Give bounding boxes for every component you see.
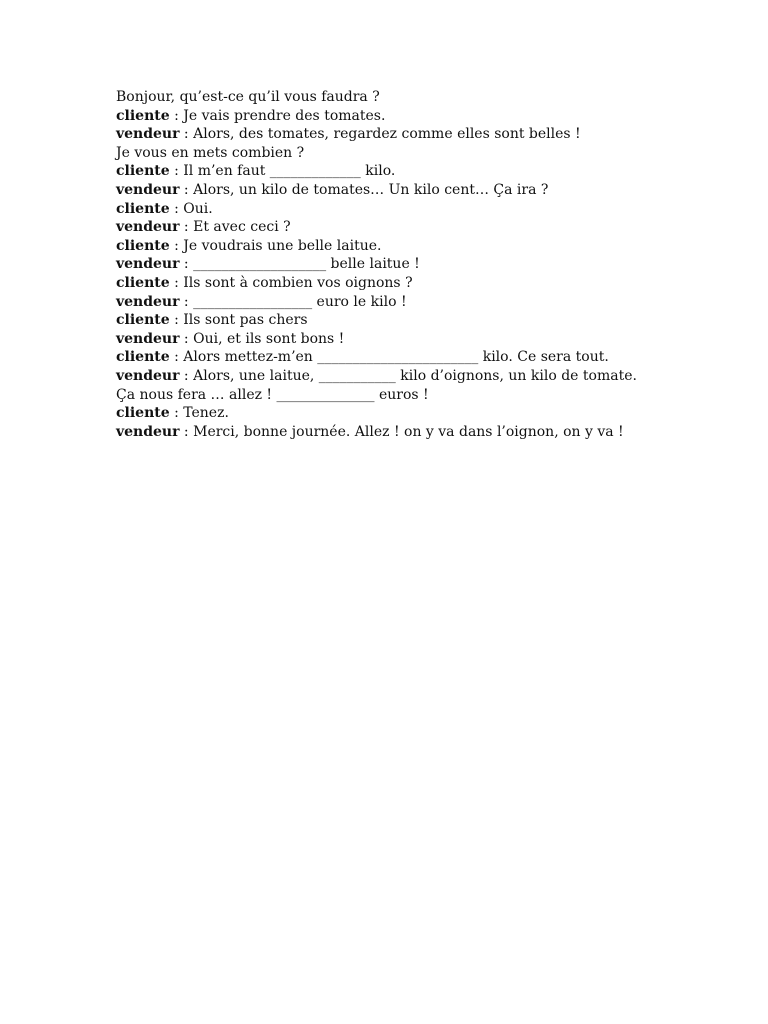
speaker-label: cliente xyxy=(116,405,170,422)
speaker-label: vendeur xyxy=(116,256,180,273)
separator: : xyxy=(179,423,194,440)
speaker-label: vendeur xyxy=(116,330,180,347)
separator: : xyxy=(169,107,184,124)
speaker-label: cliente xyxy=(116,107,170,124)
line-text: Alors mettez-m’en _______________________ kilo. Ce sera tout. xyxy=(183,349,609,366)
dialogue-text xyxy=(116,88,736,441)
speaker-label: vendeur xyxy=(116,367,180,384)
line-text: Bonjour, qu’est-ce qu’il vous faudra ? xyxy=(116,89,380,105)
speaker-label: cliente xyxy=(116,163,170,180)
line-text: Ils sont pas chers xyxy=(183,312,308,329)
line-text: Il m’en faut _____________ kilo. xyxy=(183,163,396,180)
line-text: ___________________ belle laitue ! xyxy=(193,256,420,273)
dialogue-line xyxy=(116,200,736,219)
speaker-label: cliente xyxy=(116,237,170,254)
dialogue-line xyxy=(116,181,736,200)
separator: : xyxy=(169,349,184,366)
speaker-label: vendeur xyxy=(116,181,180,198)
dialogue-line xyxy=(116,274,736,293)
separator: : xyxy=(169,237,184,254)
separator: : xyxy=(169,312,184,329)
line-text: Je vais prendre des tomates. xyxy=(183,107,386,124)
separator: : xyxy=(179,293,194,310)
line-text: Alors, une laitue, ___________ kilo d’oignons, un kilo de tomate. xyxy=(193,367,637,384)
line-text: Je voudrais une belle laitue. xyxy=(183,237,382,254)
line-text: Oui. xyxy=(183,200,213,217)
speaker-label: vendeur xyxy=(116,219,180,236)
dialogue-line xyxy=(116,125,736,144)
speaker-label: cliente xyxy=(116,200,170,217)
dialogue-line xyxy=(116,386,736,405)
dialogue-line xyxy=(116,330,736,349)
line-text: Ça nous fera … allez ! ______________ euros ! xyxy=(116,386,429,403)
dialogue-line xyxy=(116,311,736,330)
dialogue-line xyxy=(116,218,736,237)
line-text: Alors, des tomates, regardez comme elles sont belles ! xyxy=(193,126,581,143)
separator: : xyxy=(179,367,194,384)
dialogue-line xyxy=(116,404,736,423)
speaker-label: vendeur xyxy=(116,423,180,440)
line-text: Et avec ceci ? xyxy=(193,219,291,236)
speaker-label: cliente xyxy=(116,274,170,291)
dialogue-line xyxy=(116,162,736,181)
line-text: _________________ euro le kilo ! xyxy=(193,293,407,310)
separator: : xyxy=(169,163,184,180)
dialogue-line xyxy=(116,367,736,386)
dialogue-line xyxy=(116,107,736,126)
separator: : xyxy=(179,330,194,347)
line-text: Je vous en mets combien ? xyxy=(116,144,305,161)
dialogue-line xyxy=(116,144,736,163)
line-text: Merci, bonne journée. Allez ! on y va dans l’oignon, on y va ! xyxy=(193,423,624,440)
separator: : xyxy=(179,219,194,236)
speaker-label: cliente xyxy=(116,312,170,329)
separator: : xyxy=(179,181,194,198)
separator: : xyxy=(179,256,194,273)
dialogue-line xyxy=(116,237,736,256)
line-text: Oui, et ils sont bons ! xyxy=(193,330,345,347)
dialogue-line xyxy=(116,88,736,107)
line-text: Alors, un kilo de tomates… Un kilo cent… Ça ira ? xyxy=(193,181,549,198)
dialogue-line xyxy=(116,348,736,367)
separator: : xyxy=(169,405,184,422)
dialogue-line xyxy=(116,423,736,442)
dialogue-line xyxy=(116,255,736,274)
speaker-label: vendeur xyxy=(116,293,180,310)
separator: : xyxy=(179,126,194,143)
speaker-label: vendeur xyxy=(116,126,180,143)
separator: : xyxy=(169,200,184,217)
separator: : xyxy=(169,274,184,291)
line-text: Tenez. xyxy=(183,405,229,422)
line-text: Ils sont à combien vos oignons ? xyxy=(183,274,413,291)
speaker-label: cliente xyxy=(116,349,170,366)
dialogue-line xyxy=(116,293,736,312)
